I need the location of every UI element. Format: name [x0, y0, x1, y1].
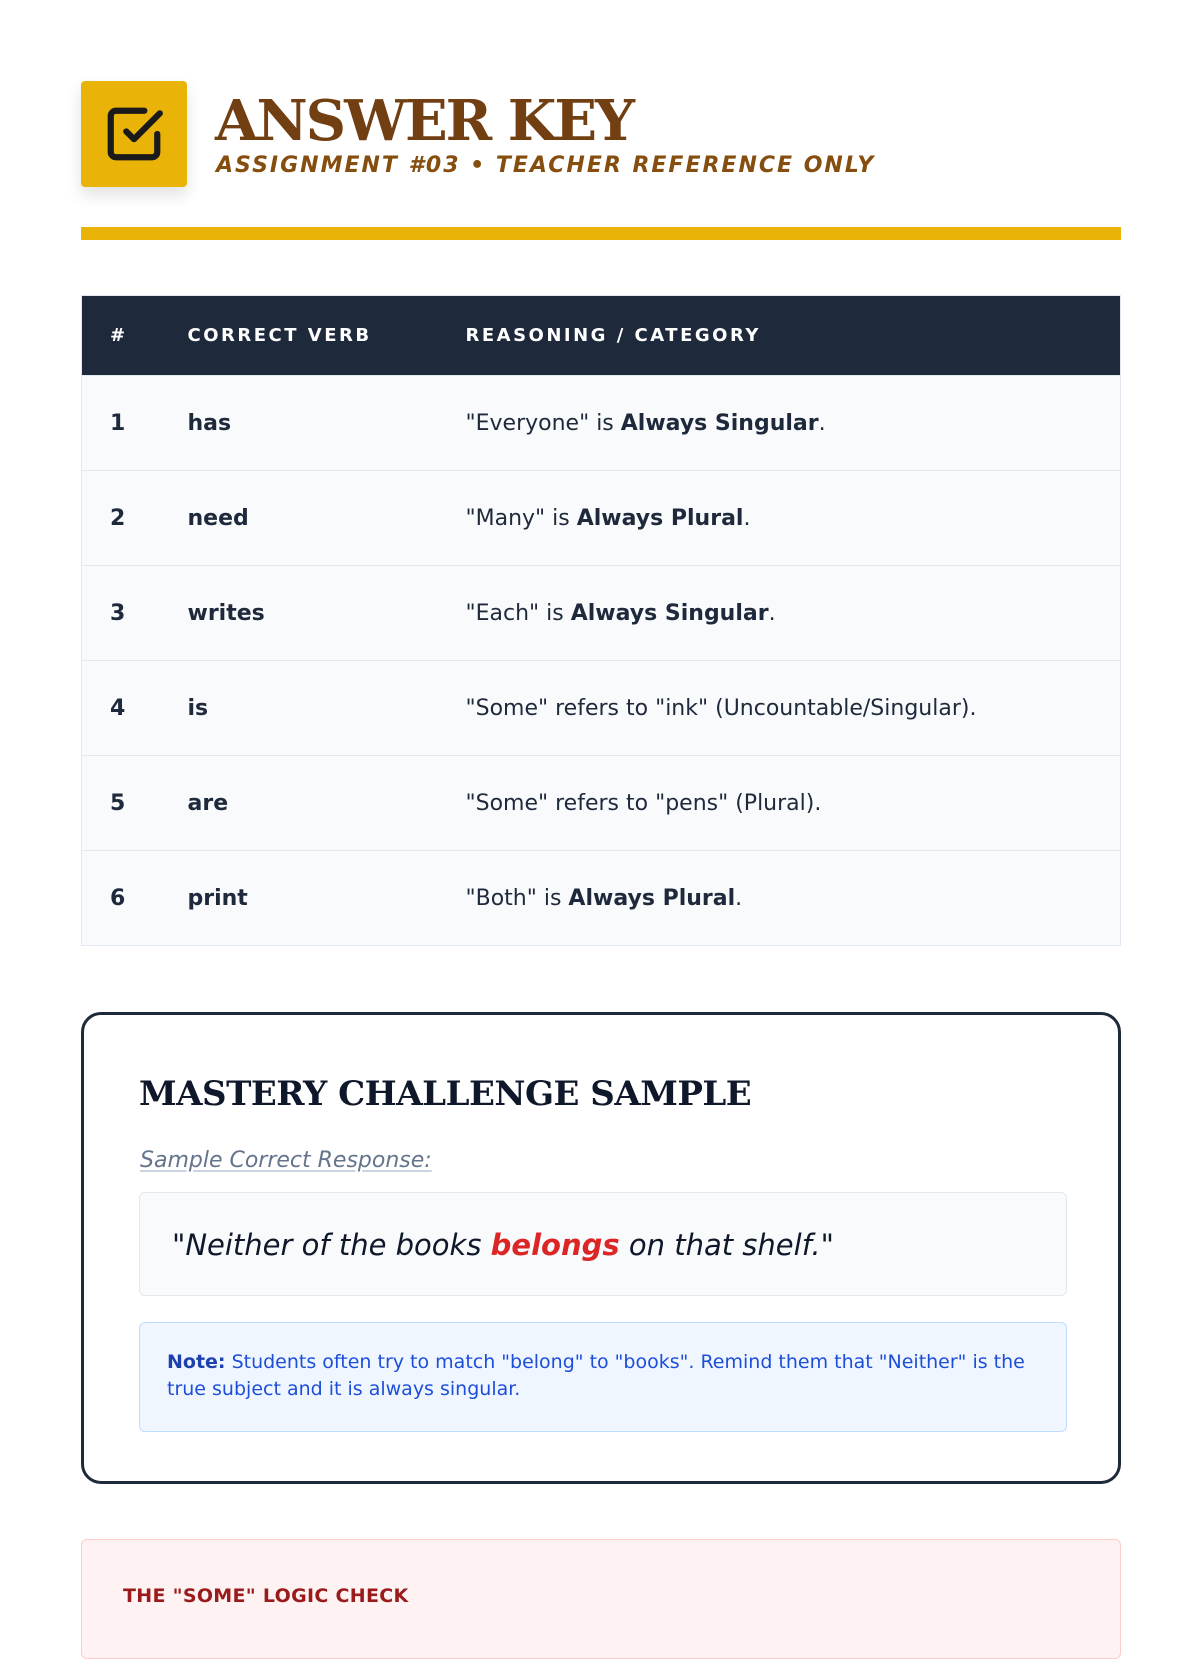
- reasoning-category: Always Singular: [570, 600, 769, 626]
- row-number: 5: [82, 756, 188, 851]
- note-label: Note:: [167, 1351, 226, 1373]
- sample-response-box: [139, 1192, 1067, 1296]
- sample-label: Sample Correct Response:: [140, 1148, 432, 1173]
- table-row: [82, 471, 1121, 566]
- reasoning-text: "Some" refers to "ink" (Uncountable/Singular).: [465, 695, 977, 721]
- table-row: [82, 566, 1121, 661]
- reasoning-category: Always Plural: [568, 885, 736, 911]
- table-header-row: [82, 296, 1121, 376]
- correct-verb: writes: [188, 566, 466, 661]
- mastery-title: MASTERY CHALLENGE SAMPLE: [139, 1074, 752, 1114]
- sentence-start: "Neither of the books: [172, 1228, 491, 1262]
- reasoning: [466, 566, 1121, 661]
- correct-verb: need: [188, 471, 466, 566]
- highlighted-verb: belongs: [490, 1228, 620, 1262]
- column-header-reasoning: REASONING / CATEGORY: [465, 325, 761, 346]
- reasoning-end: .: [768, 600, 776, 626]
- teacher-note: [139, 1322, 1067, 1432]
- table-row: [82, 851, 1121, 946]
- page-header: [81, 81, 1121, 241]
- check-square-icon: [103, 103, 165, 165]
- column-header-number: #: [110, 325, 128, 346]
- logic-check-box: [81, 1539, 1121, 1659]
- reasoning-text: "Everyone" is: [465, 410, 621, 436]
- row-number: 4: [82, 661, 188, 756]
- column-header-verb: CORRECT VERB: [187, 325, 372, 346]
- row-number: 2: [82, 471, 188, 566]
- table-row: [82, 756, 1121, 851]
- row-number: 1: [82, 376, 188, 471]
- reasoning: [466, 661, 1121, 756]
- logo: [81, 81, 187, 187]
- page-subtitle: ASSIGNMENT #03 • TEACHER REFERENCE ONLY: [216, 153, 876, 178]
- header-divider: [81, 227, 1121, 240]
- correct-verb: is: [188, 661, 466, 756]
- table-row: [82, 661, 1121, 756]
- reasoning-end: .: [735, 885, 743, 911]
- reasoning-text: "Some" refers to "pens" (Plural).: [465, 790, 822, 816]
- reasoning-text: "Each" is: [465, 600, 571, 626]
- reasoning-text: "Both" is: [465, 885, 569, 911]
- sentence-end: on that shelf.": [619, 1228, 834, 1262]
- row-number: 3: [82, 566, 188, 661]
- correct-verb: are: [188, 756, 466, 851]
- answer-table: [81, 295, 1121, 946]
- mastery-challenge-card: [81, 1012, 1121, 1484]
- logic-check-title: THE "SOME" LOGIC CHECK: [123, 1585, 409, 1607]
- reasoning-category: Always Plural: [576, 505, 744, 531]
- page-title: ANSWER KEY: [215, 88, 634, 154]
- reasoning: [466, 851, 1121, 946]
- note-text: Students often try to match "belong" to "books". Remind them that "Neither" is the true subject and it is always singular.: [167, 1351, 1025, 1400]
- reasoning: [466, 756, 1121, 851]
- correct-verb: has: [188, 376, 466, 471]
- reasoning: [466, 376, 1121, 471]
- reasoning-text: "Many" is: [465, 505, 577, 531]
- correct-verb: print: [188, 851, 466, 946]
- sample-sentence: [172, 1227, 834, 1263]
- row-number: 6: [82, 851, 188, 946]
- table-row: [82, 376, 1121, 471]
- reasoning-end: .: [818, 410, 826, 436]
- reasoning-end: .: [743, 505, 751, 531]
- reasoning-category: Always Singular: [620, 410, 819, 436]
- reasoning: [466, 471, 1121, 566]
